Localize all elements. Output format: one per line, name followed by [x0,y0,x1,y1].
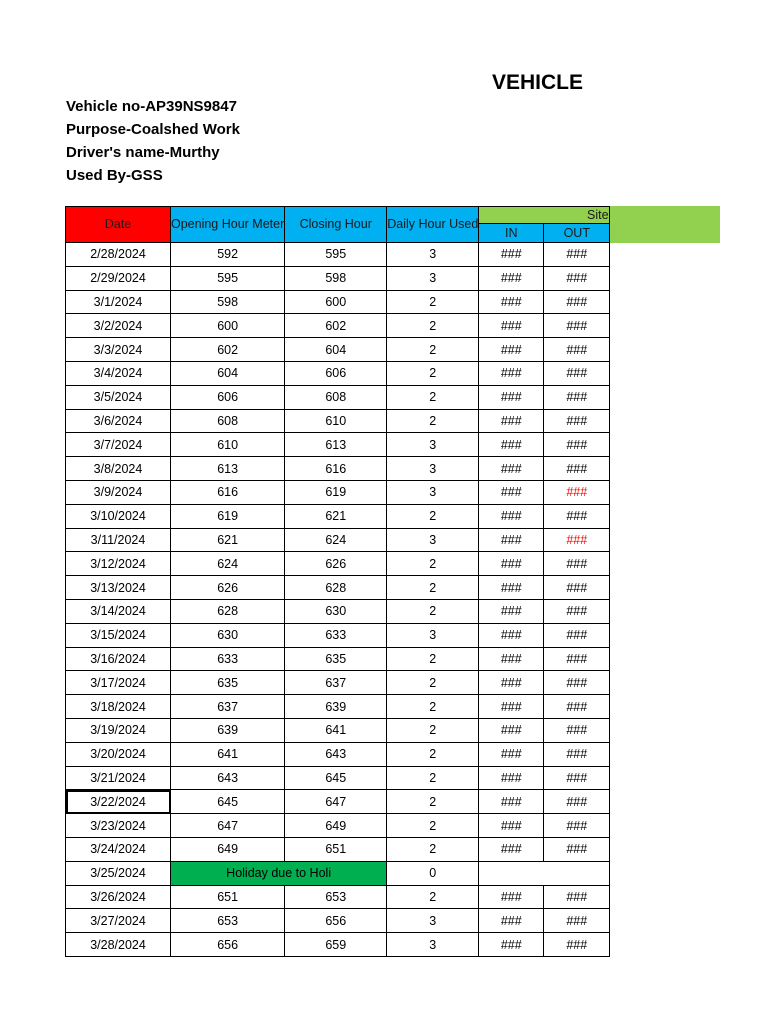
cell-daily-hour-used[interactable]: 3 [387,457,479,481]
cell-opening-hour[interactable]: 630 [171,623,285,647]
cell-site-out[interactable]: ### [544,480,610,504]
cell-site-in[interactable]: ### [479,361,544,385]
cell-opening-hour[interactable]: 637 [171,695,285,719]
cell-opening-hour[interactable]: 619 [171,504,285,528]
cell-opening-hour[interactable]: 649 [171,837,285,861]
cell-site-out[interactable]: ### [544,576,610,600]
cell-closing-hour[interactable]: 610 [285,409,387,433]
table-row [66,338,610,362]
cell-closing-hour[interactable]: 606 [285,361,387,385]
cell-closing-hour[interactable]: 637 [285,671,387,695]
table-row [66,790,610,814]
cell-date[interactable]: 3/8/2024 [66,457,171,481]
cell-site-in[interactable]: ### [479,480,544,504]
cell-daily-hour-used[interactable]: 2 [387,361,479,385]
cell-daily-hour-used[interactable]: 2 [387,718,479,742]
cell-daily-hour-used[interactable]: 2 [387,338,479,362]
cell-site-out[interactable]: ### [544,385,610,409]
table-header [66,207,610,243]
table-row [66,457,610,481]
cell-opening-hour[interactable]: 606 [171,385,285,409]
cell-daily-hour-used[interactable]: 2 [387,599,479,623]
table-row [66,718,610,742]
cell-site-out[interactable]: ### [544,266,610,290]
cell-site-in[interactable]: ### [479,243,544,267]
cell-opening-hour[interactable]: 610 [171,433,285,457]
table-row [66,837,610,861]
cell-site-in[interactable]: ### [479,528,544,552]
cell-date[interactable]: 2/29/2024 [66,266,171,290]
cell-site-out[interactable]: ### [544,885,610,909]
cell-date[interactable]: 3/10/2024 [66,504,171,528]
table-row [66,933,610,957]
cell-site-out[interactable]: ### [544,933,610,957]
cell-opening-hour[interactable]: 628 [171,599,285,623]
used-by: Used By-GSS [66,167,163,184]
cell-opening-hour[interactable]: 602 [171,338,285,362]
cell-daily-hour-used[interactable]: 3 [387,433,479,457]
cell-site-in[interactable]: ### [479,504,544,528]
cell-closing-hour[interactable]: 635 [285,647,387,671]
cell-closing-hour[interactable]: 643 [285,742,387,766]
cell-opening-hour[interactable]: 653 [171,909,285,933]
cell-date[interactable]: 3/1/2024 [66,290,171,314]
table-row [66,361,610,385]
header-daily-hour-used[interactable]: Daily Hour Used [387,207,479,243]
sheet-title: VEHICLE [492,71,584,94]
cell-closing-hour[interactable]: 645 [285,766,387,790]
table-row [66,480,610,504]
cell-closing-hour[interactable]: 651 [285,837,387,861]
cell-daily-hour-used[interactable]: 2 [387,814,479,838]
table-row [66,266,610,290]
cell-date[interactable]: 3/26/2024 [66,885,171,909]
cell-site-in[interactable]: ### [479,885,544,909]
cell-date[interactable]: 3/24/2024 [66,837,171,861]
cell-site-out[interactable]: ### [544,552,610,576]
cell-site-in[interactable]: ### [479,409,544,433]
cell-opening-hour[interactable]: 624 [171,552,285,576]
cell-date[interactable]: 3/18/2024 [66,695,171,719]
cell-date[interactable]: 3/5/2024 [66,385,171,409]
cell-date[interactable]: 3/11/2024 [66,528,171,552]
header-in[interactable]: IN [479,224,544,243]
header-opening-hour-meter[interactable]: Opening Hour Meter [171,207,285,243]
table-row [66,409,610,433]
cell-site-in[interactable]: ### [479,623,544,647]
cell-site-out[interactable]: ### [544,314,610,338]
cell-site-in[interactable]: ### [479,671,544,695]
table-body [66,243,610,957]
cell-site-in[interactable]: ### [479,433,544,457]
cell-date[interactable]: 3/25/2024 [66,861,171,885]
table-row [66,314,610,338]
cell-closing-hour[interactable]: 613 [285,433,387,457]
cell-date[interactable]: 3/2/2024 [66,314,171,338]
cell-opening-hour[interactable]: 616 [171,480,285,504]
cell-opening-hour[interactable]: 621 [171,528,285,552]
cell-date[interactable]: 3/13/2024 [66,576,171,600]
cell-site-in[interactable]: ### [479,266,544,290]
table-row [66,861,610,885]
table-row [66,814,610,838]
cell-site-in[interactable]: ### [479,766,544,790]
cell-daily-hour-used[interactable]: 2 [387,290,479,314]
cell-closing-hour[interactable]: 659 [285,933,387,957]
cell-site-in[interactable]: ### [479,385,544,409]
table-row [66,695,610,719]
cell-date[interactable]: 3/20/2024 [66,742,171,766]
cell-site-out[interactable]: ### [544,504,610,528]
cell-opening-hour[interactable]: 641 [171,742,285,766]
cell-closing-hour[interactable]: 598 [285,266,387,290]
cell-closing-hour[interactable]: 633 [285,623,387,647]
cell-site-in[interactable]: ### [479,290,544,314]
driver-name: Driver's name-Murthy [66,144,220,161]
cell-closing-hour[interactable]: 647 [285,790,387,814]
cell-site-out[interactable]: ### [544,647,610,671]
cell-site-in[interactable]: ### [479,599,544,623]
table-row [66,243,610,267]
cell-date[interactable]: 3/22/2024 [66,790,171,814]
table-row [66,290,610,314]
table-row [66,599,610,623]
cell-site-in[interactable]: ### [479,742,544,766]
cell-daily-hour-used[interactable]: 2 [387,504,479,528]
cell-site-out[interactable]: ### [544,409,610,433]
header-site[interactable] [479,207,610,224]
cell-daily-hour-used[interactable]: 2 [387,647,479,671]
cell-closing-hour[interactable]: 630 [285,599,387,623]
cell-date[interactable]: 3/28/2024 [66,933,171,957]
cell-opening-hour[interactable]: 635 [171,671,285,695]
cell-site-out[interactable]: ### [544,909,610,933]
cell-daily-hour-used[interactable]: 2 [387,576,479,600]
table-row [66,742,610,766]
cell-date[interactable]: 3/6/2024 [66,409,171,433]
cell-daily-hour-used[interactable]: 2 [387,695,479,719]
cell-site-empty[interactable] [479,861,610,885]
cell-daily-hour-used[interactable]: 3 [387,266,479,290]
cell-site-out[interactable]: ### [544,457,610,481]
purpose: Purpose-Coalshed Work [66,121,240,138]
header-closing-hour[interactable]: Closing Hour [285,207,387,243]
cell-closing-hour[interactable]: 639 [285,695,387,719]
cell-daily-hour-used[interactable]: 3 [387,909,479,933]
cell-date[interactable]: 3/21/2024 [66,766,171,790]
cell-site-out[interactable]: ### [544,338,610,362]
cell-site-out[interactable]: ### [544,599,610,623]
cell-date[interactable]: 3/12/2024 [66,552,171,576]
cell-opening-hour[interactable]: 651 [171,885,285,909]
cell-site-out[interactable]: ### [544,742,610,766]
cell-date[interactable]: 3/7/2024 [66,433,171,457]
cell-site-out[interactable]: ### [544,243,610,267]
cell-opening-hour[interactable]: 633 [171,647,285,671]
cell-site-in[interactable]: ### [479,457,544,481]
cell-site-in[interactable]: ### [479,314,544,338]
table-row [66,385,610,409]
cell-site-in[interactable]: ### [479,909,544,933]
cell-holiday-note[interactable]: Holiday due to Holi [171,861,387,885]
table-row [66,909,610,933]
vehicle-number: Vehicle no-AP39NS9847 [66,98,237,115]
table-row [66,552,610,576]
cell-daily-hour-used[interactable]: 3 [387,528,479,552]
cell-daily-hour-used[interactable]: 2 [387,385,479,409]
cell-site-in[interactable]: ### [479,933,544,957]
cell-closing-hour[interactable]: 619 [285,480,387,504]
table-row [66,433,610,457]
cell-site-out[interactable]: ### [544,528,610,552]
table-row [66,576,610,600]
cell-date[interactable]: 3/15/2024 [66,623,171,647]
vehicle-log-table [65,206,610,957]
cell-site-in[interactable]: ### [479,576,544,600]
cell-closing-hour[interactable]: 600 [285,290,387,314]
cell-opening-hour[interactable]: 626 [171,576,285,600]
cell-site-out[interactable]: ### [544,433,610,457]
cell-site-out[interactable]: ### [544,814,610,838]
cell-site-in[interactable]: ### [479,718,544,742]
cell-closing-hour[interactable]: 624 [285,528,387,552]
table-row [66,647,610,671]
cell-closing-hour[interactable]: 616 [285,457,387,481]
cell-daily-hour-used[interactable]: 2 [387,837,479,861]
cell-site-out[interactable]: ### [544,790,610,814]
table-row [66,528,610,552]
table-row [66,766,610,790]
cell-closing-hour[interactable]: 653 [285,885,387,909]
cell-daily-hour-used[interactable]: 2 [387,552,479,576]
cell-closing-hour[interactable]: 595 [285,243,387,267]
cell-closing-hour[interactable]: 621 [285,504,387,528]
cell-daily-hour-used[interactable]: 2 [387,409,479,433]
cell-closing-hour[interactable]: 628 [285,576,387,600]
cell-site-in[interactable]: ### [479,338,544,362]
cell-site-out[interactable]: ### [544,290,610,314]
cell-opening-hour[interactable]: 643 [171,766,285,790]
cell-date[interactable]: 3/4/2024 [66,361,171,385]
cell-site-in[interactable]: ### [479,647,544,671]
cell-site-in[interactable]: ### [479,790,544,814]
cell-opening-hour[interactable]: 656 [171,933,285,957]
cell-date[interactable]: 3/19/2024 [66,718,171,742]
cell-closing-hour[interactable]: 656 [285,909,387,933]
cell-daily-hour-used[interactable]: 2 [387,766,479,790]
cell-daily-hour-used[interactable]: 0 [387,861,479,885]
cell-daily-hour-used[interactable]: 2 [387,671,479,695]
cell-opening-hour[interactable]: 608 [171,409,285,433]
cell-daily-hour-used[interactable]: 3 [387,243,479,267]
header-site-label: Site [587,207,609,222]
header-date[interactable]: Date [66,207,171,243]
table-row [66,504,610,528]
table-row [66,885,610,909]
cell-site-out[interactable]: ### [544,766,610,790]
cell-site-in[interactable]: ### [479,552,544,576]
cell-date[interactable]: 3/17/2024 [66,671,171,695]
cell-site-in[interactable]: ### [479,837,544,861]
cell-closing-hour[interactable]: 602 [285,314,387,338]
cell-opening-hour[interactable]: 598 [171,290,285,314]
cell-date[interactable]: 3/3/2024 [66,338,171,362]
cell-site-in[interactable]: ### [479,814,544,838]
cell-opening-hour[interactable]: 595 [171,266,285,290]
cell-site-out[interactable]: ### [544,361,610,385]
cell-site-out[interactable]: ### [544,695,610,719]
cell-daily-hour-used[interactable]: 2 [387,314,479,338]
cell-opening-hour[interactable]: 645 [171,790,285,814]
header-out[interactable]: OUT [544,224,610,243]
cell-site-out[interactable]: ### [544,671,610,695]
cell-opening-hour[interactable]: 604 [171,361,285,385]
cell-closing-hour[interactable]: 641 [285,718,387,742]
cell-daily-hour-used[interactable]: 3 [387,480,479,504]
cell-site-out[interactable]: ### [544,623,610,647]
cell-closing-hour[interactable]: 649 [285,814,387,838]
cell-date[interactable]: 3/23/2024 [66,814,171,838]
cell-date[interactable]: 3/27/2024 [66,909,171,933]
cell-daily-hour-used[interactable]: 3 [387,933,479,957]
cell-date[interactable]: 2/28/2024 [66,243,171,267]
cell-date[interactable]: 3/16/2024 [66,647,171,671]
cell-date[interactable]: 3/9/2024 [66,480,171,504]
cell-opening-hour[interactable]: 600 [171,314,285,338]
cell-closing-hour[interactable]: 604 [285,338,387,362]
cell-daily-hour-used[interactable]: 2 [387,742,479,766]
cell-closing-hour[interactable]: 626 [285,552,387,576]
cell-site-in[interactable]: ### [479,695,544,719]
table-row [66,671,610,695]
cell-opening-hour[interactable]: 647 [171,814,285,838]
cell-opening-hour[interactable]: 613 [171,457,285,481]
cell-daily-hour-used[interactable]: 2 [387,885,479,909]
cell-opening-hour[interactable]: 592 [171,243,285,267]
cell-site-out[interactable]: ### [544,718,610,742]
cell-daily-hour-used[interactable]: 2 [387,790,479,814]
cell-site-out[interactable]: ### [544,837,610,861]
table-row [66,623,610,647]
cell-daily-hour-used[interactable]: 3 [387,623,479,647]
cell-closing-hour[interactable]: 608 [285,385,387,409]
cell-opening-hour[interactable]: 639 [171,718,285,742]
cell-date[interactable]: 3/14/2024 [66,599,171,623]
